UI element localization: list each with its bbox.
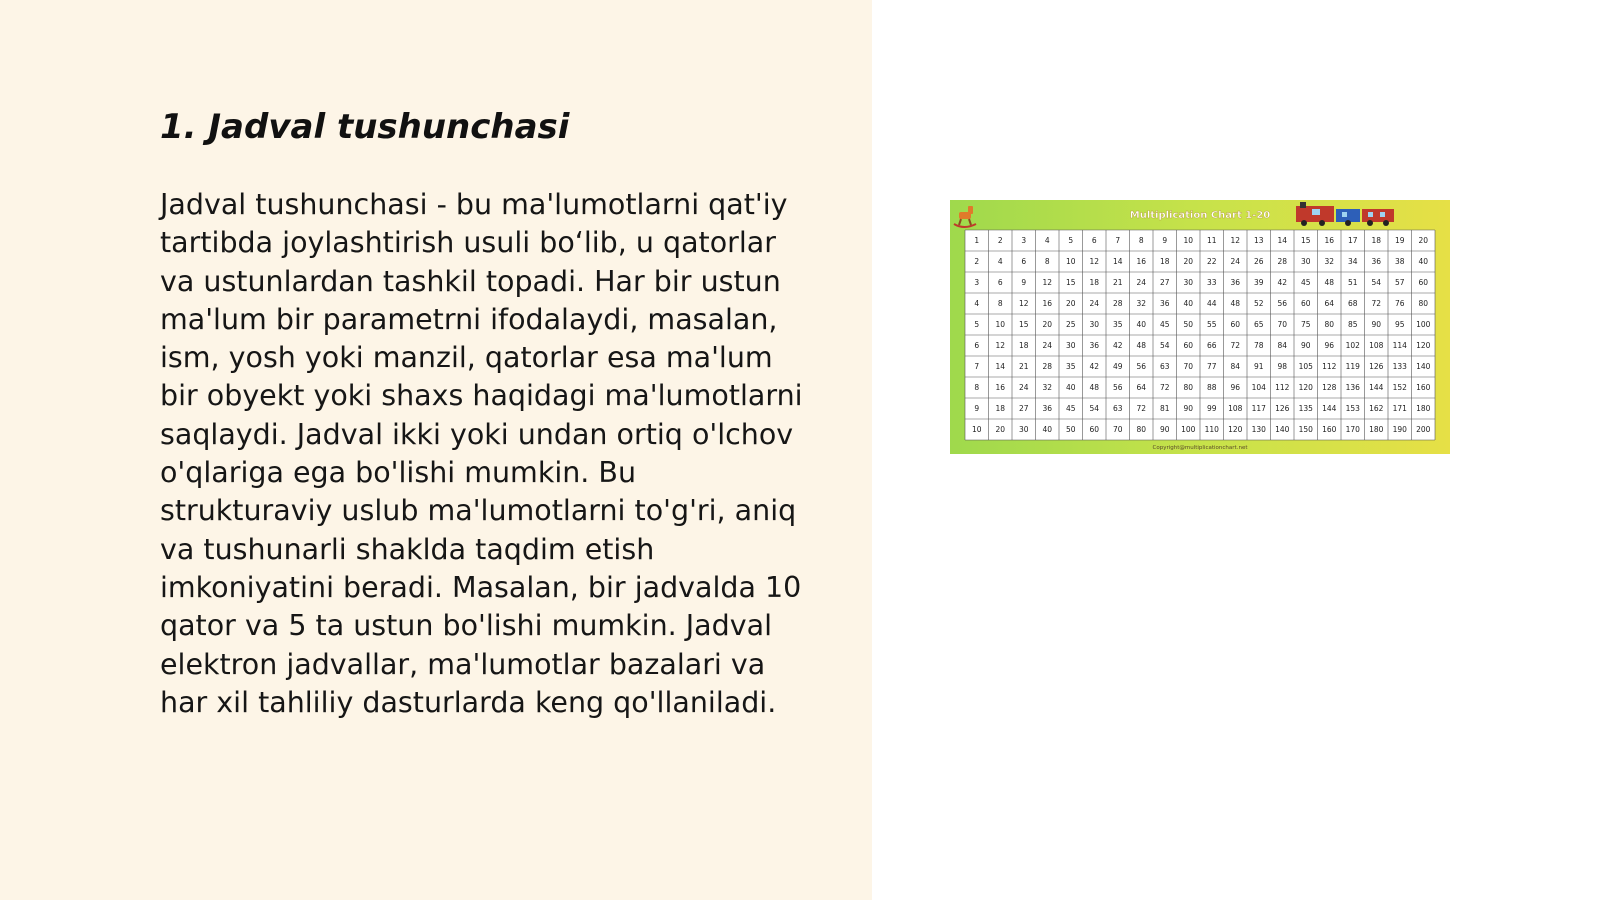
- table-cell: 56: [1277, 299, 1288, 308]
- table-cell: 65: [1253, 320, 1264, 329]
- train-icon: [1296, 202, 1394, 226]
- table-cell: 21: [1018, 362, 1029, 371]
- table-cell: 24: [1230, 257, 1241, 266]
- table-cell: 24: [1089, 299, 1100, 308]
- table-cell: 52: [1253, 299, 1264, 308]
- table-cell: 190: [1392, 425, 1407, 434]
- table-cell: 140: [1416, 362, 1431, 371]
- table-cell: 55: [1206, 320, 1217, 329]
- table-cell: 72: [1136, 404, 1147, 413]
- table-cell: 9: [1021, 278, 1027, 287]
- table-cell: 40: [1042, 425, 1053, 434]
- table-cell: 40: [1136, 320, 1147, 329]
- table-cell: 72: [1371, 299, 1382, 308]
- table-cell: 20: [1418, 236, 1429, 245]
- table-cell: 96: [1324, 341, 1335, 350]
- body-line: imkoniyatini beradi. Masalan, bir jadvalda 10: [160, 570, 802, 604]
- table-cell: 15: [1065, 278, 1076, 287]
- table-cell: 54: [1159, 341, 1170, 350]
- table-cell: 70: [1183, 362, 1194, 371]
- table-cell: 128: [1322, 383, 1337, 392]
- table-cell: 20: [995, 425, 1006, 434]
- multiplication-chart-image: [950, 200, 1450, 454]
- table-cell: 70: [1112, 425, 1123, 434]
- table-cell: 3: [974, 278, 980, 287]
- table-cell: 28: [1277, 257, 1288, 266]
- table-cell: 68: [1347, 299, 1358, 308]
- table-cell: 112: [1322, 362, 1337, 371]
- table-cell: 25: [1065, 320, 1076, 329]
- table-cell: 4: [974, 299, 980, 308]
- table-cell: 16: [1136, 257, 1147, 266]
- body-line: va ustunlardan tashkil topadi. Har bir ustun: [160, 264, 781, 298]
- table-cell: 8: [1138, 236, 1144, 245]
- table-cell: 70: [1277, 320, 1288, 329]
- table-cell: 96: [1230, 383, 1241, 392]
- table-cell: 12: [1042, 278, 1053, 287]
- table-cell: 28: [1042, 362, 1053, 371]
- table-cell: 36: [1371, 257, 1382, 266]
- table-cell: 2: [974, 257, 980, 266]
- table-cell: 40: [1183, 299, 1194, 308]
- table-cell: 7: [974, 362, 980, 371]
- table-cell: 33: [1206, 278, 1217, 287]
- table-cell: 16: [1324, 236, 1335, 245]
- table-cell: 95: [1394, 320, 1405, 329]
- table-cell: 77: [1206, 362, 1217, 371]
- table-cell: 60: [1230, 320, 1241, 329]
- body-line: saqlaydi. Jadval ikki yoki undan ortiq o'lchov: [160, 417, 794, 451]
- table-cell: 12: [1230, 236, 1241, 245]
- table-cell: 30: [1300, 257, 1311, 266]
- body-line: va tushunarli shaklda taqdim etish: [160, 532, 655, 566]
- table-cell: 35: [1065, 362, 1076, 371]
- table-cell: 6: [974, 341, 980, 350]
- table-cell: 51: [1347, 278, 1358, 287]
- table-cell: 35: [1112, 320, 1123, 329]
- table-cell: 15: [1018, 320, 1029, 329]
- table-cell: 105: [1298, 362, 1313, 371]
- table-cell: 49: [1112, 362, 1123, 371]
- body-line: ism, yosh yoki manzil, qatorlar esa ma'lum: [160, 341, 773, 375]
- table-cell: 40: [1065, 383, 1076, 392]
- table-cell: 81: [1159, 404, 1170, 413]
- table-cell: 36: [1042, 404, 1053, 413]
- table-cell: 13: [1253, 236, 1264, 245]
- table-cell: 10: [995, 320, 1006, 329]
- table-cell: 42: [1277, 278, 1288, 287]
- table-cell: 17: [1347, 236, 1358, 245]
- body-line: har xil tahliliy dasturlarda keng qo'llaniladi.: [160, 685, 777, 719]
- table-cell: 144: [1369, 383, 1384, 392]
- table-cell: 44: [1206, 299, 1217, 308]
- table-cell: 12: [995, 341, 1006, 350]
- table-cell: 19: [1394, 236, 1405, 245]
- table-cell: 78: [1253, 341, 1264, 350]
- table-cell: 80: [1136, 425, 1147, 434]
- table-cell: 8: [974, 383, 980, 392]
- table-cell: 90: [1371, 320, 1382, 329]
- table-cell: 30: [1065, 341, 1076, 350]
- table-cell: 102: [1345, 341, 1360, 350]
- table-cell: 171: [1392, 404, 1407, 413]
- table-cell: 50: [1183, 320, 1194, 329]
- table-cell: 114: [1392, 341, 1407, 350]
- table-cell: 80: [1324, 320, 1335, 329]
- table-cell: 160: [1416, 383, 1431, 392]
- table-cell: 10: [1183, 236, 1194, 245]
- table-cell: 18: [1018, 341, 1029, 350]
- table-cell: 34: [1347, 257, 1358, 266]
- table-cell: 60: [1300, 299, 1311, 308]
- table-cell: 5: [974, 320, 980, 329]
- table-cell: 32: [1136, 299, 1147, 308]
- table-cell: 72: [1230, 341, 1241, 350]
- table-cell: 9: [1162, 236, 1168, 245]
- table-cell: 6: [1021, 257, 1027, 266]
- table-cell: 60: [1183, 341, 1194, 350]
- table-cell: 140: [1275, 425, 1290, 434]
- table-cell: 14: [1112, 257, 1123, 266]
- table-cell: 7: [1115, 236, 1121, 245]
- rocking-horse-icon: [954, 206, 976, 227]
- table-cell: 120: [1298, 383, 1313, 392]
- table-cell: 135: [1298, 404, 1313, 413]
- table-cell: 108: [1228, 404, 1243, 413]
- table-cell: 112: [1275, 383, 1290, 392]
- table-cell: 80: [1418, 299, 1429, 308]
- table-cell: 48: [1136, 341, 1147, 350]
- table-cell: 88: [1206, 383, 1217, 392]
- table-cell: 18: [995, 404, 1006, 413]
- table-cell: 66: [1206, 341, 1217, 350]
- table-cell: 120: [1228, 425, 1243, 434]
- table-cell: 26: [1253, 257, 1264, 266]
- table-cell: 18: [1159, 257, 1170, 266]
- table-cell: 6: [997, 278, 1003, 287]
- table-cell: 85: [1347, 320, 1358, 329]
- table-cell: 3: [1021, 236, 1027, 245]
- table-cell: 21: [1112, 278, 1123, 287]
- table-cell: 50: [1065, 425, 1076, 434]
- table-cell: 32: [1324, 257, 1335, 266]
- table-cell: 48: [1089, 383, 1100, 392]
- table-cell: 4: [1044, 236, 1050, 245]
- table-cell: 36: [1159, 299, 1170, 308]
- table-cell: 98: [1277, 362, 1288, 371]
- table-cell: 20: [1042, 320, 1053, 329]
- chart-header-title: Multiplication Chart 1-20: [1129, 210, 1271, 221]
- table-cell: 14: [1277, 236, 1288, 245]
- table-cell: 38: [1394, 257, 1405, 266]
- table-cell: 18: [1089, 278, 1100, 287]
- table-cell: 153: [1345, 404, 1360, 413]
- table-cell: 6: [1091, 236, 1097, 245]
- table-cell: 56: [1112, 383, 1123, 392]
- table-cell: 84: [1277, 341, 1288, 350]
- body-line: ma'lum bir parametrni ifodalaydi, masalan,: [160, 302, 778, 336]
- table-cell: 91: [1253, 362, 1264, 371]
- table-cell: 48: [1324, 278, 1335, 287]
- table-cell: 60: [1089, 425, 1100, 434]
- table-cell: 10: [971, 425, 982, 434]
- table-cell: 16: [1042, 299, 1053, 308]
- table-cell: 42: [1112, 341, 1123, 350]
- body-line: strukturaviy uslub ma'lumotlarni to'g'ri, aniq: [160, 494, 797, 528]
- table-cell: 45: [1159, 320, 1170, 329]
- table-cell: 1: [974, 236, 980, 245]
- table-cell: 56: [1136, 362, 1147, 371]
- table-cell: 20: [1065, 299, 1076, 308]
- slide-title: 1. Jadval tushunchasi: [160, 107, 570, 147]
- body-line: o'qlariga ega bo'lishi mumkin. Bu: [160, 456, 637, 490]
- slide-body-text: [160, 186, 850, 722]
- table-cell: 133: [1392, 362, 1407, 371]
- table-cell: 5: [1068, 236, 1074, 245]
- table-cell: 18: [1371, 236, 1382, 245]
- table-cell: 45: [1065, 404, 1076, 413]
- table-cell: 30: [1183, 278, 1194, 287]
- table-cell: 152: [1392, 383, 1407, 392]
- table-cell: 8: [997, 299, 1003, 308]
- table-cell: 126: [1275, 404, 1290, 413]
- body-line: bir obyekt yoki shaxs haqidagi ma'lumotlarni: [160, 379, 803, 413]
- table-cell: 99: [1206, 404, 1217, 413]
- table-cell: 36: [1230, 278, 1241, 287]
- table-cell: 24: [1042, 341, 1053, 350]
- table-cell: 76: [1394, 299, 1405, 308]
- table-cell: 80: [1183, 383, 1194, 392]
- table-cell: 130: [1251, 425, 1266, 434]
- table-cell: 30: [1089, 320, 1100, 329]
- table-cell: 117: [1251, 404, 1266, 413]
- table-cell: 108: [1369, 341, 1384, 350]
- table-cell: 40: [1418, 257, 1429, 266]
- table-cell: 54: [1371, 278, 1382, 287]
- table-cell: 12: [1018, 299, 1029, 308]
- table-cell: 162: [1369, 404, 1384, 413]
- table-cell: 63: [1112, 404, 1123, 413]
- table-cell: 4: [997, 257, 1003, 266]
- table-cell: 36: [1089, 341, 1100, 350]
- table-cell: 39: [1253, 278, 1264, 287]
- chart-footer-copyright: Copyright@multiplicationchart.net: [1152, 445, 1248, 451]
- table-cell: 90: [1300, 341, 1311, 350]
- table-cell: 119: [1345, 362, 1360, 371]
- table-cell: 75: [1300, 320, 1311, 329]
- table-cell: 63: [1159, 362, 1170, 371]
- table-cell: 84: [1230, 362, 1241, 371]
- table-cell: 48: [1230, 299, 1241, 308]
- table-cell: 120: [1416, 341, 1431, 350]
- table-cell: 60: [1418, 278, 1429, 287]
- table-cell: 64: [1324, 299, 1335, 308]
- table-cell: 16: [995, 383, 1006, 392]
- body-line: elektron jadvallar, ma'lumotlar bazalari va: [160, 647, 766, 681]
- body-line: tartibda joylashtirish usuli bo‘lib, u qatorlar: [160, 226, 776, 260]
- table-cell: 170: [1345, 425, 1360, 434]
- table-cell: 64: [1136, 383, 1147, 392]
- table-cell: 72: [1159, 383, 1170, 392]
- body-line: qator va 5 ta ustun bo'lishi mumkin. Jadval: [160, 609, 772, 643]
- table-cell: 27: [1018, 404, 1029, 413]
- table-cell: 90: [1183, 404, 1194, 413]
- table-cell: 24: [1136, 278, 1147, 287]
- table-cell: 144: [1322, 404, 1337, 413]
- multiplication-chart-svg: [950, 200, 1450, 454]
- table-cell: 54: [1089, 404, 1100, 413]
- table-cell: 150: [1298, 425, 1313, 434]
- table-cell: 180: [1369, 425, 1384, 434]
- table-cell: 20: [1183, 257, 1194, 266]
- table-cell: 27: [1159, 278, 1170, 287]
- multiplication-table-grid: [965, 230, 1435, 440]
- table-cell: 57: [1394, 278, 1405, 287]
- table-cell: 14: [995, 362, 1006, 371]
- table-cell: 100: [1181, 425, 1196, 434]
- table-cell: 100: [1416, 320, 1431, 329]
- table-cell: 136: [1345, 383, 1360, 392]
- table-cell: 126: [1369, 362, 1384, 371]
- table-cell: 180: [1416, 404, 1431, 413]
- table-cell: 24: [1018, 383, 1029, 392]
- table-cell: 8: [1044, 257, 1050, 266]
- table-cell: 15: [1300, 236, 1311, 245]
- table-cell: 45: [1300, 278, 1311, 287]
- table-cell: 110: [1204, 425, 1219, 434]
- table-cell: 9: [974, 404, 980, 413]
- table-cell: 30: [1018, 425, 1029, 434]
- table-cell: 10: [1065, 257, 1076, 266]
- table-cell: 28: [1112, 299, 1123, 308]
- table-cell: 2: [997, 236, 1003, 245]
- table-cell: 42: [1089, 362, 1100, 371]
- table-cell: 22: [1206, 257, 1217, 266]
- table-cell: 32: [1042, 383, 1053, 392]
- table-cell: 90: [1159, 425, 1170, 434]
- table-cell: 12: [1089, 257, 1100, 266]
- body-line: Jadval tushunchasi - bu ma'lumotlarni qat'iy: [160, 188, 788, 221]
- table-cell: 104: [1251, 383, 1266, 392]
- table-cell: 200: [1416, 425, 1431, 434]
- table-cell: 160: [1322, 425, 1337, 434]
- table-cell: 11: [1206, 236, 1217, 245]
